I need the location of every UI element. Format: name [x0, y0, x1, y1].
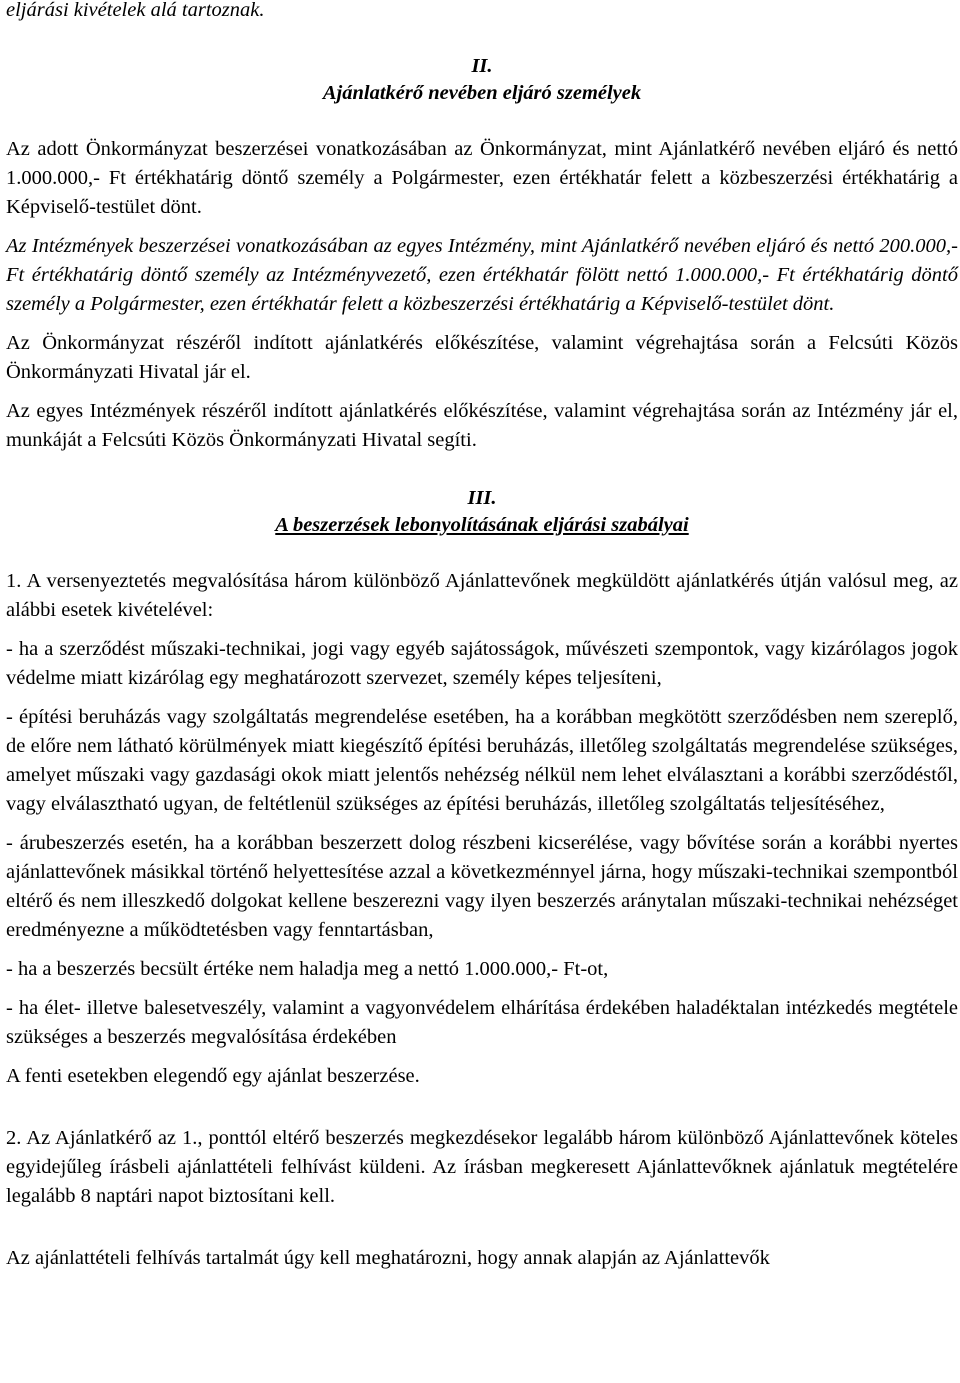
document-page — [6, 0, 958, 1273]
section-3-paragraph-2: A fenti esetekben elegendő egy ajánlat beszerzése. — [6, 1065, 420, 1087]
intro-text: eljárási kivételek alá tartoznak. — [6, 0, 265, 21]
exception-item-4: - ha a beszerzés becsült értéke nem haladja meg a nettó 1.000.000,- Ft-ot, — [6, 958, 609, 980]
section-2-paragraph-4: Az egyes Intézmények részéről indított ajánlatkérés előkészítése, valamint végrehajtása során az Intézmény jár el, munkáját a Felcsúti Közös Önkormányzati Hivatal segíti. — [6, 400, 958, 451]
section-2-title: Ajánlatkérő nevében eljáró személyek — [322, 82, 642, 104]
exception-item-3: - árubeszerzés esetén, ha a korábban beszerzett dolog részbeni kicserélése, vagy bővítése során a korábbi nyertes ajánlattevőnek másikkal történő helyettesítése azzal a következménnyel járna, hogy műszaki-technikai szempontból eltérő és nem illeszkedő dolgokat kellene beszerezni vagy ilyen beszerzés aránytalan műszaki-technikai nehézséget eredményezne a működtetésben vagy fenntartásban, — [6, 832, 958, 941]
section-3-paragraph-3: 2. Az Ajánlatkérő az 1., ponttól eltérő beszerzés megkezdésekor legalább három különböző Ajánlattevőnek köteles egyidejűleg írásbeli ajánlattételi felhívást küldeni. Az írásban megkeresett Ajánlattevőknek ajánlatuk megtételére legalább 8 naptári napot biztosítani kell. — [6, 1127, 958, 1207]
section-3-title: A beszerzések lebonyolításának eljárási szabályai — [275, 514, 689, 536]
section-3-number: III. — [467, 487, 497, 509]
section-3-paragraph-4: Az ajánlattételi felhívás tartalmát úgy kell meghatározni, hogy annak alapján az Ajánlattevők — [6, 1247, 770, 1269]
section-2-paragraph-1: Az adott Önkormányzat beszerzései vonatkozásában az Önkormányzat, mint Ajánlatkérő nevében eljáró és nettó 1.000.000,- Ft értékhatárig döntő személy a Polgármester, ezen értékhatár felett a közbeszerzési értékhatárig a Képviselő-testület dönt. — [6, 138, 958, 218]
section-2-paragraph-2: Az Intézmények beszerzései vonatkozásában az egyes Intézmény, mint Ajánlatkérő nevében eljáró és nettó 200.000,- Ft értékhatárig döntő személy az Intézményvezető, ezen értékhatár fölött nettó 1.000.000,- Ft értékhatárig döntő személy a Polgármester, ezen értékhatár felett a közbeszerzési értékhatárig a Képviselő-testület dönt. — [6, 235, 958, 315]
exception-item-2: - építési beruházás vagy szolgáltatás megrendelése esetében, ha a korábban megkötött szerződésben nem szereplő, de előre nem látható körülmények miatt kiegészítő építési beruházás, illetőleg szolgáltatás megrendelése szükséges, amelyet műszaki vagy gazdasági okok miatt jelentős nehézség nélkül nem lehet elválasztani a korábbi szerződéstől, vagy elválasztható ugyan, de feltétlenül szükséges az építési beruházás, illetőleg szolgáltatás teljesítéséhez, — [6, 706, 958, 815]
section-2-number: II. — [471, 55, 493, 77]
exception-item-5: - ha élet- illetve balesetveszély, valamint a vagyonvédelem elhárítása érdekében haladéktalan intézkedés megtétele szükséges a beszerzés megvalósítása érdekében — [6, 997, 958, 1048]
exception-item-1: - ha a szerződést műszaki-technikai, jogi vagy egyéb sajátosságok, művészeti szempontok, vagy kizárólagos jogok védelme miatt kizárólag egy meghatározott szervezet, személy képes teljesíteni, — [6, 638, 958, 689]
section-3-paragraph-1: 1. A versenyeztetés megvalósítása három különböző Ajánlattevőnek megküldött ajánlatkérés útján valósul meg, az alábbi esetek kivételével: — [6, 570, 958, 621]
section-2-paragraph-3: Az Önkormányzat részéről indított ajánlatkérés előkészítése, valamint végrehajtása során a Felcsúti Közös Önkormányzati Hivatal jár el. — [6, 332, 958, 383]
